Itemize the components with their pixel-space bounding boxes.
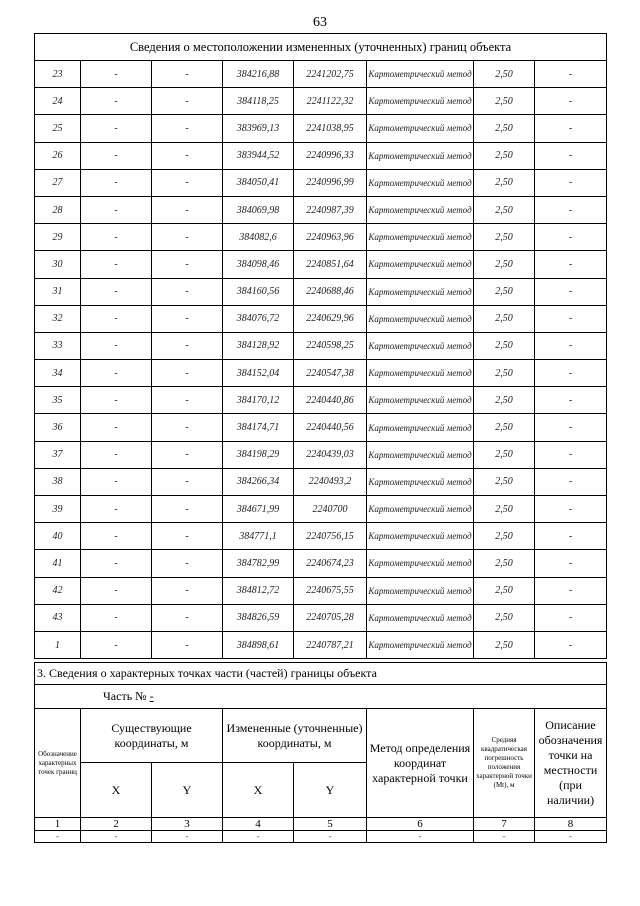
changed-y-cell: 2240675,55 [294, 577, 367, 604]
value-cell: - [81, 831, 152, 843]
method-cell: Картометрический метод [367, 360, 474, 387]
part-label: Часть № [103, 689, 147, 703]
column-number: 7 [474, 818, 535, 831]
table-row [35, 305, 607, 332]
existing-x-cell: - [81, 414, 152, 441]
mt-cell: 2,50 [474, 115, 535, 142]
existing-y-cell: - [152, 414, 223, 441]
existing-y-cell: - [152, 88, 223, 115]
point-number-cell: 31 [35, 278, 81, 305]
method-cell: Картометрический метод [367, 387, 474, 414]
column-number: 1 [35, 818, 81, 831]
table-row [35, 414, 607, 441]
point-number-cell: 27 [35, 169, 81, 196]
existing-x-cell: - [81, 468, 152, 495]
table-row [35, 360, 607, 387]
existing-x-cell: - [81, 251, 152, 278]
existing-x-cell: - [81, 360, 152, 387]
column-number: 8 [535, 818, 607, 831]
table-row [35, 441, 607, 468]
method-cell: Картометрический метод [367, 631, 474, 658]
changed-x-cell: 384069,98 [223, 196, 294, 223]
mt-cell: 2,50 [474, 577, 535, 604]
changed-y-cell: 2240756,15 [294, 523, 367, 550]
table-row [35, 631, 607, 658]
mt-cell: 2,50 [474, 61, 535, 88]
existing-x-cell: - [81, 278, 152, 305]
point-number-cell: 25 [35, 115, 81, 142]
changed-y-cell: 2240439,03 [294, 441, 367, 468]
header-changed-coords: Измененные (уточненные) координаты, м [223, 709, 367, 763]
existing-y-cell: - [152, 441, 223, 468]
existing-y-cell: - [152, 61, 223, 88]
method-cell: Картометрический метод [367, 468, 474, 495]
method-cell: Картометрический метод [367, 332, 474, 359]
existing-x-cell: - [81, 604, 152, 631]
point-number-cell: 36 [35, 414, 81, 441]
method-cell: Картометрический метод [367, 61, 474, 88]
mt-cell: 2,50 [474, 196, 535, 223]
description-cell: - [535, 332, 607, 359]
description-cell: - [535, 278, 607, 305]
changed-y-cell: 2241038,95 [294, 115, 367, 142]
method-cell: Картометрический метод [367, 196, 474, 223]
changed-x-cell: 384152,04 [223, 360, 294, 387]
page-number: 63 [313, 15, 327, 30]
header-description: Описание обозначения точки на местности (при наличии) [535, 709, 607, 818]
mt-cell: 2,50 [474, 278, 535, 305]
table-row [35, 278, 607, 305]
value-cell: - [474, 831, 535, 843]
changed-x-cell: 384160,56 [223, 278, 294, 305]
existing-x-cell: - [81, 387, 152, 414]
changed-y-cell: 2240787,21 [294, 631, 367, 658]
changed-y-cell: 2240547,38 [294, 360, 367, 387]
point-number-cell: 39 [35, 496, 81, 523]
point-number-cell: 30 [35, 251, 81, 278]
changed-x-cell: 384170,12 [223, 387, 294, 414]
changed-x-cell: 384266,34 [223, 468, 294, 495]
point-number-cell: 43 [35, 604, 81, 631]
point-number-cell: 32 [35, 305, 81, 332]
method-cell: Картометрический метод [367, 305, 474, 332]
changed-x-cell: 384671,99 [223, 496, 294, 523]
table-row [35, 332, 607, 359]
mt-cell: 2,50 [474, 169, 535, 196]
description-cell: - [535, 523, 607, 550]
existing-y-cell: - [152, 631, 223, 658]
existing-x-cell: - [81, 496, 152, 523]
method-cell: Картометрический метод [367, 142, 474, 169]
value-cell: - [535, 831, 607, 843]
value-cell: - [294, 831, 367, 843]
table-row [35, 88, 607, 115]
part-value: - [149, 689, 154, 703]
section3-title: 3. Сведения о характерных точках части (частей) границы объекта [35, 663, 607, 685]
description-cell: - [535, 414, 607, 441]
table-row [35, 196, 607, 223]
header-method: Метод определения координат характерной точки [367, 709, 474, 818]
method-cell: Картометрический метод [367, 604, 474, 631]
point-number-cell: 24 [35, 88, 81, 115]
description-cell: - [535, 387, 607, 414]
changed-x-cell: 384771,1 [223, 523, 294, 550]
existing-y-cell: - [152, 278, 223, 305]
mt-cell: 2,50 [474, 142, 535, 169]
table-row [35, 251, 607, 278]
changed-y-cell: 2240987,39 [294, 196, 367, 223]
existing-y-cell: - [152, 115, 223, 142]
point-number-cell: 28 [35, 196, 81, 223]
changed-y-cell: 2240493,2 [294, 468, 367, 495]
description-cell: - [535, 577, 607, 604]
point-number-cell: 40 [35, 523, 81, 550]
section-title: Сведения о местоположении измененных (уточненных) границ объекта [35, 34, 607, 61]
point-number-cell: 1 [35, 631, 81, 658]
changed-x-cell: 384782,99 [223, 550, 294, 577]
table-row [35, 577, 607, 604]
existing-y-cell: - [152, 523, 223, 550]
changed-y-cell: 2240705,28 [294, 604, 367, 631]
point-number-cell: 26 [35, 142, 81, 169]
table-row [35, 224, 607, 251]
method-cell: Картометрический метод [367, 577, 474, 604]
boundary-coordinates-table [34, 33, 607, 659]
existing-y-cell: - [152, 604, 223, 631]
changed-x-cell: 383969,13 [223, 115, 294, 142]
existing-y-cell: - [152, 550, 223, 577]
changed-y-cell: 2240598,25 [294, 332, 367, 359]
method-cell: Картометрический метод [367, 414, 474, 441]
table-row [35, 115, 607, 142]
method-cell: Картометрический метод [367, 550, 474, 577]
value-cell: - [152, 831, 223, 843]
changed-x-cell: 384812,72 [223, 577, 294, 604]
existing-x-cell: - [81, 61, 152, 88]
mt-cell: 2,50 [474, 496, 535, 523]
mt-cell: 2,50 [474, 414, 535, 441]
description-cell: - [535, 631, 607, 658]
changed-y-cell: 2240700 [294, 496, 367, 523]
changed-x-cell: 384118,25 [223, 88, 294, 115]
existing-x-cell: - [81, 577, 152, 604]
column-number: 6 [367, 818, 474, 831]
changed-y-cell: 2240688,46 [294, 278, 367, 305]
method-cell: Картометрический метод [367, 88, 474, 115]
existing-y-cell: - [152, 224, 223, 251]
mt-cell: 2,50 [474, 224, 535, 251]
description-cell: - [535, 468, 607, 495]
column-number: 2 [81, 818, 152, 831]
changed-y-cell: 2240851,64 [294, 251, 367, 278]
mt-cell: 2,50 [474, 387, 535, 414]
changed-y-cell: 2240440,56 [294, 414, 367, 441]
existing-y-cell: - [152, 496, 223, 523]
table-row [35, 61, 607, 88]
mt-cell: 2,50 [474, 251, 535, 278]
point-number-cell: 38 [35, 468, 81, 495]
value-cell: - [367, 831, 474, 843]
changed-x-cell: 384128,92 [223, 332, 294, 359]
existing-y-cell: - [152, 169, 223, 196]
coordinate-rows [35, 61, 607, 659]
part-number-cell [35, 685, 607, 709]
method-cell: Картометрический метод [367, 523, 474, 550]
existing-x-cell: - [81, 224, 152, 251]
point-number-cell: 23 [35, 61, 81, 88]
table-row [35, 604, 607, 631]
header-changed-x: X [223, 763, 294, 818]
existing-x-cell: - [81, 142, 152, 169]
changed-y-cell: 2240996,99 [294, 169, 367, 196]
existing-x-cell: - [81, 441, 152, 468]
changed-x-cell: 384098,46 [223, 251, 294, 278]
existing-y-cell: - [152, 251, 223, 278]
changed-x-cell: 383944,52 [223, 142, 294, 169]
method-cell: Картометрический метод [367, 496, 474, 523]
description-cell: - [535, 115, 607, 142]
header-point-designation: Обозначение характерных точек границ [35, 709, 81, 818]
changed-y-cell: 2240674,23 [294, 550, 367, 577]
description-cell: - [535, 550, 607, 577]
header-existing-y: Y [152, 763, 223, 818]
description-cell: - [535, 360, 607, 387]
description-cell: - [535, 169, 607, 196]
existing-y-cell: - [152, 387, 223, 414]
description-cell: - [535, 251, 607, 278]
table-row [35, 387, 607, 414]
existing-y-cell: - [152, 577, 223, 604]
point-number-cell: 37 [35, 441, 81, 468]
existing-x-cell: - [81, 196, 152, 223]
changed-x-cell: 384076,72 [223, 305, 294, 332]
column-number: 4 [223, 818, 294, 831]
header-changed-y: Y [294, 763, 367, 818]
mt-cell: 2,50 [474, 631, 535, 658]
existing-y-cell: - [152, 305, 223, 332]
existing-x-cell: - [81, 115, 152, 142]
part-points-table [34, 662, 607, 843]
changed-y-cell: 2240963,96 [294, 224, 367, 251]
description-cell: - [535, 224, 607, 251]
existing-x-cell: - [81, 332, 152, 359]
description-cell: - [535, 88, 607, 115]
mt-cell: 2,50 [474, 441, 535, 468]
existing-x-cell: - [81, 523, 152, 550]
mt-cell: 2,50 [474, 88, 535, 115]
table-row [35, 523, 607, 550]
table-row [35, 468, 607, 495]
mt-cell: 2,50 [474, 523, 535, 550]
existing-y-cell: - [152, 142, 223, 169]
changed-x-cell: 384174,71 [223, 414, 294, 441]
existing-y-cell: - [152, 360, 223, 387]
point-number-cell: 41 [35, 550, 81, 577]
mt-cell: 2,50 [474, 305, 535, 332]
existing-x-cell: - [81, 169, 152, 196]
point-number-cell: 33 [35, 332, 81, 359]
column-number: 3 [152, 818, 223, 831]
changed-y-cell: 2241122,32 [294, 88, 367, 115]
method-cell: Картометрический метод [367, 441, 474, 468]
existing-x-cell: - [81, 305, 152, 332]
table-row [35, 142, 607, 169]
point-number-cell: 42 [35, 577, 81, 604]
changed-y-cell: 2240629,96 [294, 305, 367, 332]
header-existing-x: X [81, 763, 152, 818]
existing-x-cell: - [81, 550, 152, 577]
value-cell: - [35, 831, 81, 843]
table-row [35, 550, 607, 577]
header-mt: Средняя квадратическая погрешность положения характерной точки (Mt), м [474, 709, 535, 818]
method-cell: Картометрический метод [367, 278, 474, 305]
changed-x-cell: 384216,88 [223, 61, 294, 88]
method-cell: Картометрический метод [367, 169, 474, 196]
mt-cell: 2,50 [474, 604, 535, 631]
description-cell: - [535, 142, 607, 169]
changed-y-cell: 2240440,86 [294, 387, 367, 414]
point-number-cell: 35 [35, 387, 81, 414]
header-existing-coords: Существующие координаты, м [81, 709, 223, 763]
mt-cell: 2,50 [474, 332, 535, 359]
changed-x-cell: 384198,29 [223, 441, 294, 468]
value-cell: - [223, 831, 294, 843]
changed-x-cell: 384826,59 [223, 604, 294, 631]
changed-x-cell: 384898,61 [223, 631, 294, 658]
table-row [35, 496, 607, 523]
description-cell: - [535, 196, 607, 223]
point-number-cell: 29 [35, 224, 81, 251]
description-cell: - [535, 496, 607, 523]
changed-y-cell: 2241202,75 [294, 61, 367, 88]
mt-cell: 2,50 [474, 550, 535, 577]
mt-cell: 2,50 [474, 360, 535, 387]
method-cell: Картометрический метод [367, 251, 474, 278]
description-cell: - [535, 604, 607, 631]
changed-y-cell: 2240996,33 [294, 142, 367, 169]
existing-y-cell: - [152, 332, 223, 359]
mt-cell: 2,50 [474, 468, 535, 495]
existing-y-cell: - [152, 468, 223, 495]
changed-x-cell: 384050,41 [223, 169, 294, 196]
changed-x-cell: 384082,6 [223, 224, 294, 251]
existing-x-cell: - [81, 631, 152, 658]
existing-y-cell: - [152, 196, 223, 223]
description-cell: - [535, 61, 607, 88]
method-cell: Картометрический метод [367, 115, 474, 142]
point-number-cell: 34 [35, 360, 81, 387]
method-cell: Картометрический метод [367, 224, 474, 251]
table-row [35, 169, 607, 196]
description-cell: - [535, 441, 607, 468]
description-cell: - [535, 305, 607, 332]
existing-x-cell: - [81, 88, 152, 115]
column-number: 5 [294, 818, 367, 831]
